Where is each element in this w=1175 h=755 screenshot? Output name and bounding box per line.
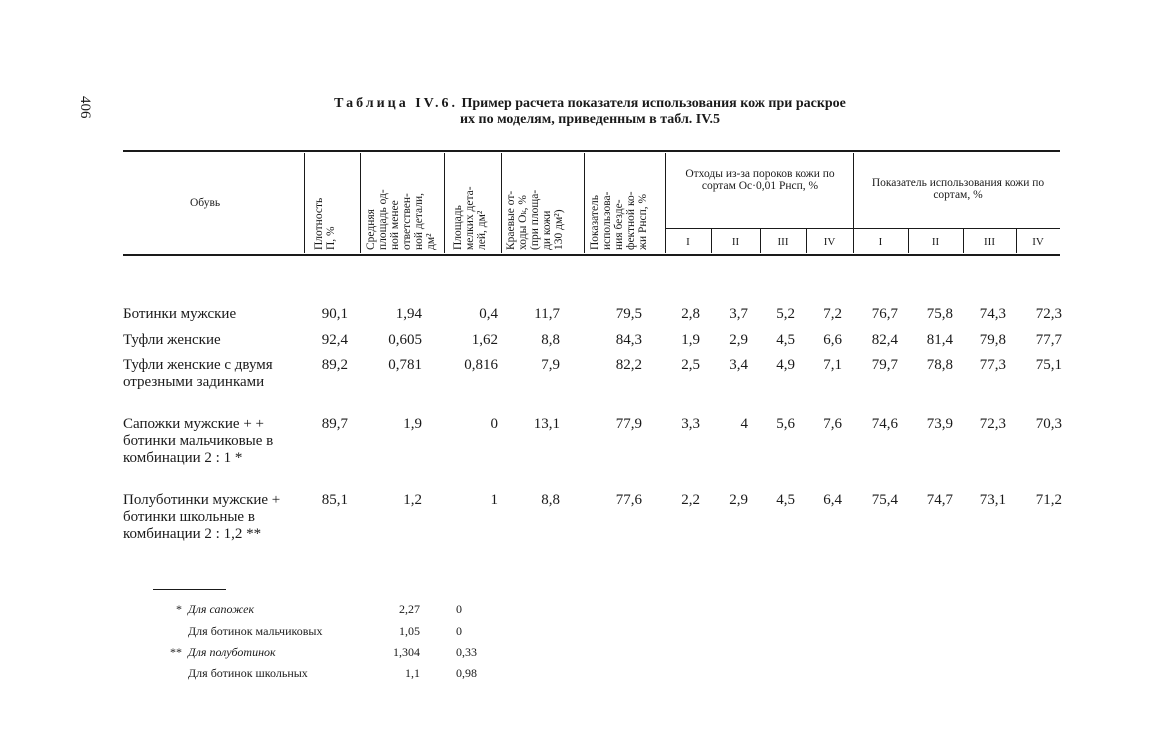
- cell-waste-grade-2: 4: [740, 416, 748, 432]
- header-edge-waste: Краевые от- ходы Оₖ, % (при площа- ди кожи 130 дм²): [505, 189, 565, 250]
- usage-grade-4: IV: [1032, 236, 1044, 248]
- cell-waste-grade-3: 5,2: [776, 306, 795, 322]
- table-title-line1: Пример расчета показателя использования кож при раскрое: [461, 96, 846, 111]
- cell-usage-grade-2: 78,8: [926, 357, 953, 373]
- table-top-rule: [123, 150, 1060, 152]
- cell-density: 90,1: [321, 306, 348, 322]
- cell-usage-grade-2: 74,7: [926, 492, 953, 508]
- page-number: 406: [77, 96, 93, 119]
- cell-usage-grade-3: 74,3: [979, 306, 1006, 322]
- header-divider: [360, 153, 361, 253]
- cell-waste-grade-4: 7,6: [823, 416, 842, 432]
- table-title-line2: их по моделям, приведенным в табл. IV.5: [459, 112, 721, 127]
- header-usage-group: Показатель использования кожи по сортам, %: [871, 177, 1045, 201]
- cell-usage-grade-4: 71,2: [1035, 492, 1062, 508]
- cell-usage-grade-3: 73,1: [979, 492, 1006, 508]
- cell-usage-grade-1: 74,6: [871, 416, 898, 432]
- cell-waste-grade-1: 2,5: [681, 357, 700, 373]
- row-name: Полуботинки мужские + ботинки школьные в комбинации 2 : 1,2 **: [123, 492, 281, 542]
- cell-defectfree: 79,5: [615, 306, 642, 322]
- header-area-details: Площадь мелких дета- лей, дм²: [452, 186, 488, 250]
- cell-defectfree: 77,6: [615, 492, 642, 508]
- cell-waste-grade-1: 3,3: [681, 416, 700, 432]
- waste-grade-2: II: [731, 236, 740, 248]
- cell-waste-grade-2: 2,9: [729, 492, 748, 508]
- row-name: Ботинки мужские: [123, 306, 237, 322]
- footnote-value-2: 0,33: [456, 645, 477, 659]
- cell-edge-waste: 13,1: [533, 416, 560, 432]
- cell-waste-grade-1: 2,8: [681, 306, 700, 322]
- cell-usage-grade-2: 75,8: [926, 306, 953, 322]
- usage-grade-3: III: [984, 236, 995, 248]
- cell-usage-grade-4: 77,7: [1035, 332, 1062, 348]
- footnote-label: Для полуботинок: [188, 645, 276, 659]
- footnote-value-2: 0: [456, 624, 462, 638]
- cell-waste-grade-3: 4,9: [776, 357, 795, 373]
- cell-defectfree: 82,2: [615, 357, 642, 373]
- footnote-marker: **: [170, 645, 182, 659]
- cell-waste-grade-4: 7,2: [823, 306, 842, 322]
- cell-avg-area: 0,605: [388, 332, 422, 348]
- cell-waste-grade-3: 4,5: [776, 332, 795, 348]
- cell-defectfree: 77,9: [615, 416, 642, 432]
- cell-area-details: 0,816: [464, 357, 498, 373]
- cell-waste-grade-1: 2,2: [681, 492, 700, 508]
- header-waste-group: Отходы из-за пороков кожи по сортам Oс·0,01 Рнсп, %: [685, 168, 835, 192]
- cell-usage-grade-4: 70,3: [1035, 416, 1062, 432]
- footnote-value-2: 0: [456, 602, 462, 616]
- cell-avg-area: 1,94: [395, 306, 422, 322]
- footnote-value-1: 1,1: [405, 666, 420, 680]
- cell-waste-grade-2: 3,4: [729, 357, 748, 373]
- cell-usage-grade-4: 75,1: [1035, 357, 1062, 373]
- waste-grade-4: IV: [823, 236, 836, 248]
- cell-edge-waste: 7,9: [541, 357, 560, 373]
- header-defectfree: Показатель использова- ния безде- фектной ко- жи Рнсп, %: [589, 191, 649, 250]
- cell-avg-area: 1,9: [403, 416, 422, 432]
- footnote-marker: *: [176, 602, 182, 616]
- cell-waste-grade-4: 7,1: [823, 357, 842, 373]
- footnote-label: Для сапожек: [188, 602, 255, 616]
- cell-area-details: 0,4: [479, 306, 498, 322]
- cell-density: 92,4: [321, 332, 348, 348]
- cell-usage-grade-4: 72,3: [1035, 306, 1062, 322]
- cell-usage-grade-3: 72,3: [979, 416, 1006, 432]
- row-name: Туфли женские с двумя отрезными задинками: [123, 357, 273, 390]
- header-avg-area: Средняя площадь од- ной менее ответствен- ной детали, дм²: [365, 189, 437, 250]
- header-subrule: [665, 228, 1060, 229]
- cell-area-details: 1,62: [471, 332, 498, 348]
- header-divider: [304, 153, 305, 253]
- header-divider: [501, 153, 502, 253]
- cell-edge-waste: 8,8: [541, 332, 560, 348]
- cell-usage-grade-2: 73,9: [926, 416, 953, 432]
- cell-avg-area: 1,2: [403, 492, 422, 508]
- footnote-value-1: 1,304: [393, 645, 420, 659]
- cell-density: 85,1: [321, 492, 348, 508]
- waste-grade-1: I: [686, 236, 690, 248]
- cell-usage-grade-1: 76,7: [871, 306, 898, 322]
- cell-density: 89,2: [321, 357, 348, 373]
- cell-waste-grade-2: 2,9: [729, 332, 748, 348]
- header-density: Плотность П, %: [313, 197, 337, 250]
- cell-usage-grade-1: 82,4: [871, 332, 898, 348]
- waste-grade-3: III: [777, 236, 789, 248]
- cell-edge-waste: 8,8: [541, 492, 560, 508]
- cell-area-details: 0: [490, 416, 498, 432]
- header-footwear: Обувь: [190, 197, 221, 209]
- footnote-value-2: 0,98: [456, 666, 477, 680]
- cell-waste-grade-4: 6,6: [823, 332, 842, 348]
- cell-usage-grade-3: 79,8: [979, 332, 1006, 348]
- cell-waste-grade-4: 6,4: [823, 492, 842, 508]
- usage-grade-2: II: [931, 236, 940, 248]
- cell-usage-grade-1: 75,4: [871, 492, 898, 508]
- cell-usage-grade-1: 79,7: [871, 357, 898, 373]
- cell-waste-grade-3: 4,5: [776, 492, 795, 508]
- cell-avg-area: 0,781: [388, 357, 422, 373]
- table-title: [250, 96, 930, 128]
- table-title-lead: Таблица IV.6.: [334, 96, 458, 111]
- cell-edge-waste: 11,7: [534, 306, 560, 322]
- cell-waste-grade-2: 3,7: [729, 306, 748, 322]
- cell-area-details: 1: [490, 492, 498, 508]
- usage-grade-1: I: [878, 236, 883, 248]
- table-header-bottom-rule: [123, 254, 1060, 256]
- cell-waste-grade-1: 1,9: [681, 332, 700, 348]
- row-name: Туфли женские: [123, 332, 221, 348]
- cell-defectfree: 84,3: [615, 332, 642, 348]
- cell-waste-grade-3: 5,6: [776, 416, 795, 432]
- footnote-value-1: 1,05: [399, 624, 420, 638]
- header-divider: [584, 153, 585, 253]
- header-divider: [444, 153, 445, 253]
- cell-density: 89,7: [321, 416, 348, 432]
- footnote-value-1: 2,27: [399, 602, 420, 616]
- footnote-label: Для ботинок школьных: [188, 666, 308, 680]
- row-name: Сапожки мужские + + ботинки мальчиковые в комбинации 2 : 1 *: [123, 416, 274, 466]
- footnote-label: Для ботинок мальчиковых: [188, 624, 323, 638]
- cell-usage-grade-2: 81,4: [926, 332, 953, 348]
- footnote-rule: [153, 589, 226, 590]
- cell-usage-grade-3: 77,3: [979, 357, 1006, 373]
